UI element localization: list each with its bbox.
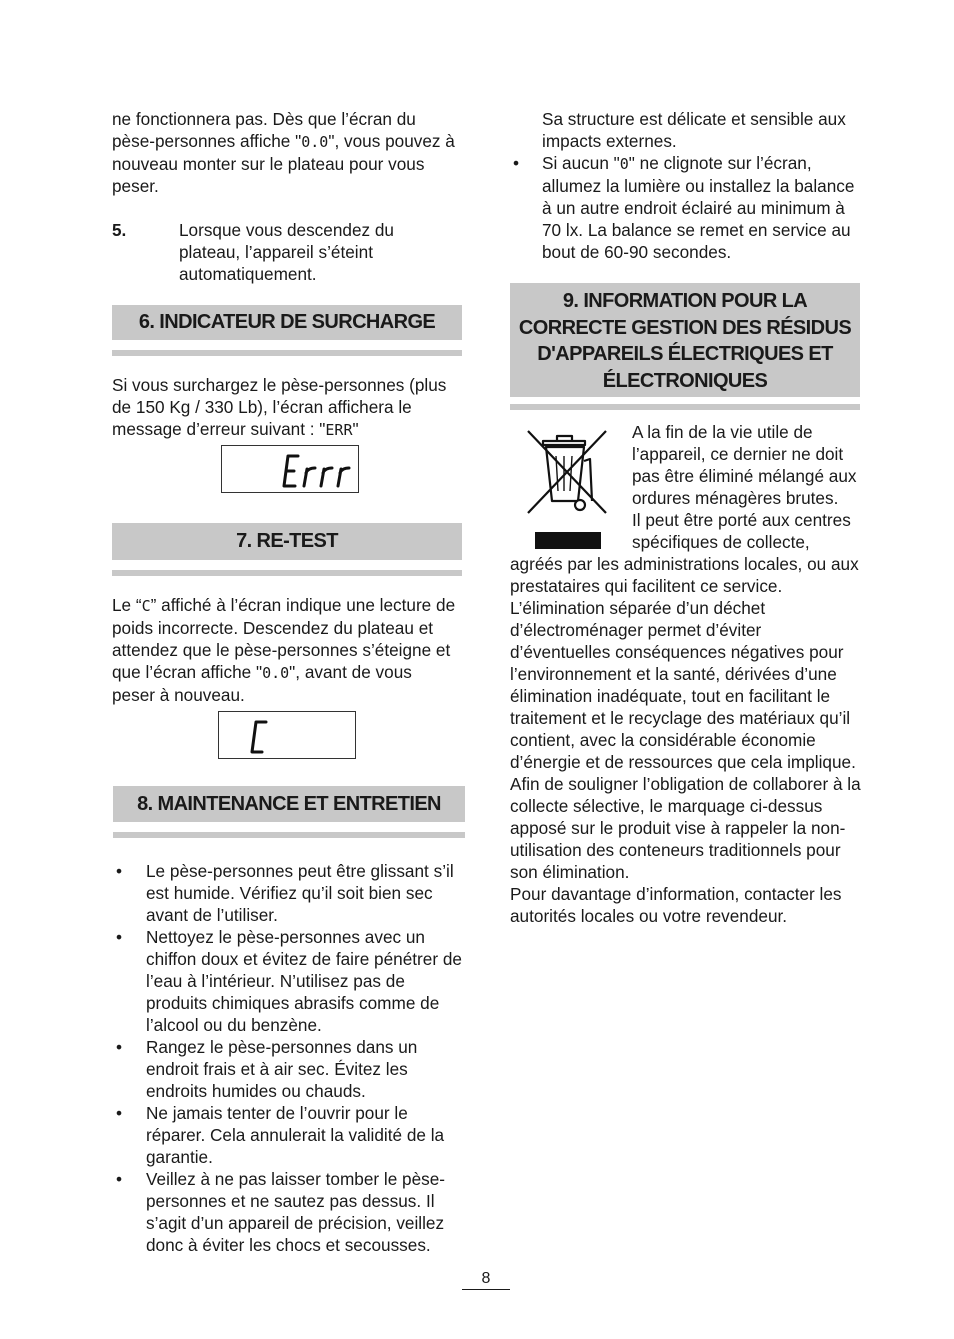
step-text: Lorsque vous descendez du plateau, l’appareil s’éteint automatiquement. <box>179 220 394 284</box>
section-9-title: 9. INFORMATION POUR LA CORRECTE GESTION DES RÉSIDUS D'APPAREILS ÉLECTRIQUES ET ÉLECTRONIQUES <box>518 290 852 392</box>
left-column-3 <box>113 786 465 1256</box>
weee-block <box>510 421 862 597</box>
quote-end: " <box>352 418 359 439</box>
right-column <box>510 108 862 927</box>
intro-text-end: ", vous pouvez à nouveau monter sur le plateau pour vous peser. <box>112 131 455 196</box>
display-reading-00-2: 0.0 <box>262 663 290 682</box>
section-6-heading <box>112 305 462 340</box>
section-6-paragraph <box>112 374 464 441</box>
c-display-digit <box>219 712 355 758</box>
err-display <box>221 445 359 493</box>
section-7-heading <box>112 523 462 560</box>
page-number: 8 <box>462 1270 510 1290</box>
section-9-rule <box>510 404 860 410</box>
section-7-text-end: ", avant de vous peser à nouveau. <box>112 661 412 705</box>
step-5 <box>112 219 464 285</box>
right-bullet-list <box>510 152 860 263</box>
intro-text: ne fonctionnera pas. Dès que l’écran du pèse-personnes affiche " <box>112 109 416 151</box>
list-item: • Rangez le pèse-personnes dans un endroit frais et à air sec. Évitez les endroits humides ou chauds. <box>113 1036 463 1102</box>
section-6-rule <box>112 350 462 356</box>
weee-paragraph-1: L’élimination séparée d’un déchet d’électroménager permet d’éviter d’éventuelles conséquences négatives pour l’environnement et la santé, dérivées d’une élimination inadéquate, tout en facilitant le traitement et le recyclage des matériaux qu’il contient, avec la considérable économie d’énergie et de ressources que cela implique. <box>510 598 856 772</box>
weee-text-1: A la fin de la vie utile de l’appareil, ce dernier ne doit pas être éliminé mélangé aux ordures ménagères brutes. <box>632 422 857 508</box>
error-code: ERR <box>325 420 353 439</box>
list-item <box>510 152 860 263</box>
step-number: 5. <box>112 220 127 240</box>
left-column-2 <box>112 523 464 706</box>
section-7-paragraph <box>112 594 457 706</box>
display-reading-0: 0 <box>619 155 629 173</box>
section-8-title: 8. MAINTENANCE ET ENTRETIEN <box>137 793 441 815</box>
bullet-text-pre: Si aucun " <box>542 153 620 173</box>
section-7-text: ” affiché à l’écran indique une lecture de poids incorrecte. Descendez du plateau et attendez que le pèse-personnes s’éteigne et que l’écran affiche " <box>112 594 456 682</box>
list-item: • Veillez à ne pas laisser tomber le pèse-personnes et ne sautez pas dessus. Il s’agit d’un appareil de précision, veillez donc à éviter les chocs et secousses. <box>113 1168 463 1256</box>
section-7-rule <box>112 570 462 576</box>
intro-paragraph <box>112 108 457 197</box>
list-item: • Ne jamais tenter de l’ouvrir pour le réparer. Cela annulerait la validité de la garantie. <box>113 1102 463 1168</box>
list-item: • Nettoyez le pèse-personnes avec un chiffon doux et évitez de faire pénétrer de l’eau à l’intérieur. N’utilisez pas de produits chimiques abrasifs comme de l’alcool ou du benzène. <box>113 926 463 1036</box>
c-display <box>218 711 356 759</box>
section-7-title: 7. RE-TEST <box>236 530 338 552</box>
section-6-text: Si vous surchargez le pèse-personnes (plus de 150 Kg / 330 Lb), l’écran affichera le message d’erreur suivant : " <box>112 374 447 439</box>
retest-code: C <box>141 596 151 615</box>
weee-paragraph-3: Pour davantage d’information, contacter les autorités locales ou votre revendeur. <box>510 884 842 926</box>
weee-text-2: Il peut être porté aux centres spécifiques de collecte, agréés par les administrations locales, ou aux prestataires qui facilitent ce service. <box>510 510 859 596</box>
section-9-heading <box>510 283 860 397</box>
section-7-text-pre: Le “ <box>112 594 142 615</box>
section-8-rule <box>113 832 465 838</box>
section-6-title: 6. INDICATEUR DE SURCHARGE <box>138 311 436 333</box>
weee-paragraph-2: Afin de souligner l’obligation de collaborer à la collecte sélective, le marquage ci-dessus apposé sur le produit vise à rappeler la non-utilisation des conteneurs traditionnels pour son élimination. <box>510 774 861 882</box>
crossed-out-wheelie-bin-icon <box>510 421 632 553</box>
list-item: • Le pèse-personnes peut être glissant s’il est humide. Vérifiez qu’il soit bien sec avant de l’utiliser. <box>113 860 463 926</box>
display-reading-00: 0.0 <box>301 133 329 151</box>
bullet-text: " ne clignote sur l’écran, allumez la lumière ou installez la balance à un autre endroit éclairé au minimum à 70 lx. La balance se remet en service au bout de 60-90 secondes. <box>542 153 855 262</box>
weee-symbol <box>510 421 632 553</box>
maintenance-list <box>113 860 463 1256</box>
section-8-heading <box>113 786 465 822</box>
left-column <box>112 108 464 441</box>
continued-text: Sa structure est délicate et sensible aux impacts externes. <box>542 109 846 151</box>
err-display-digits <box>222 446 358 492</box>
